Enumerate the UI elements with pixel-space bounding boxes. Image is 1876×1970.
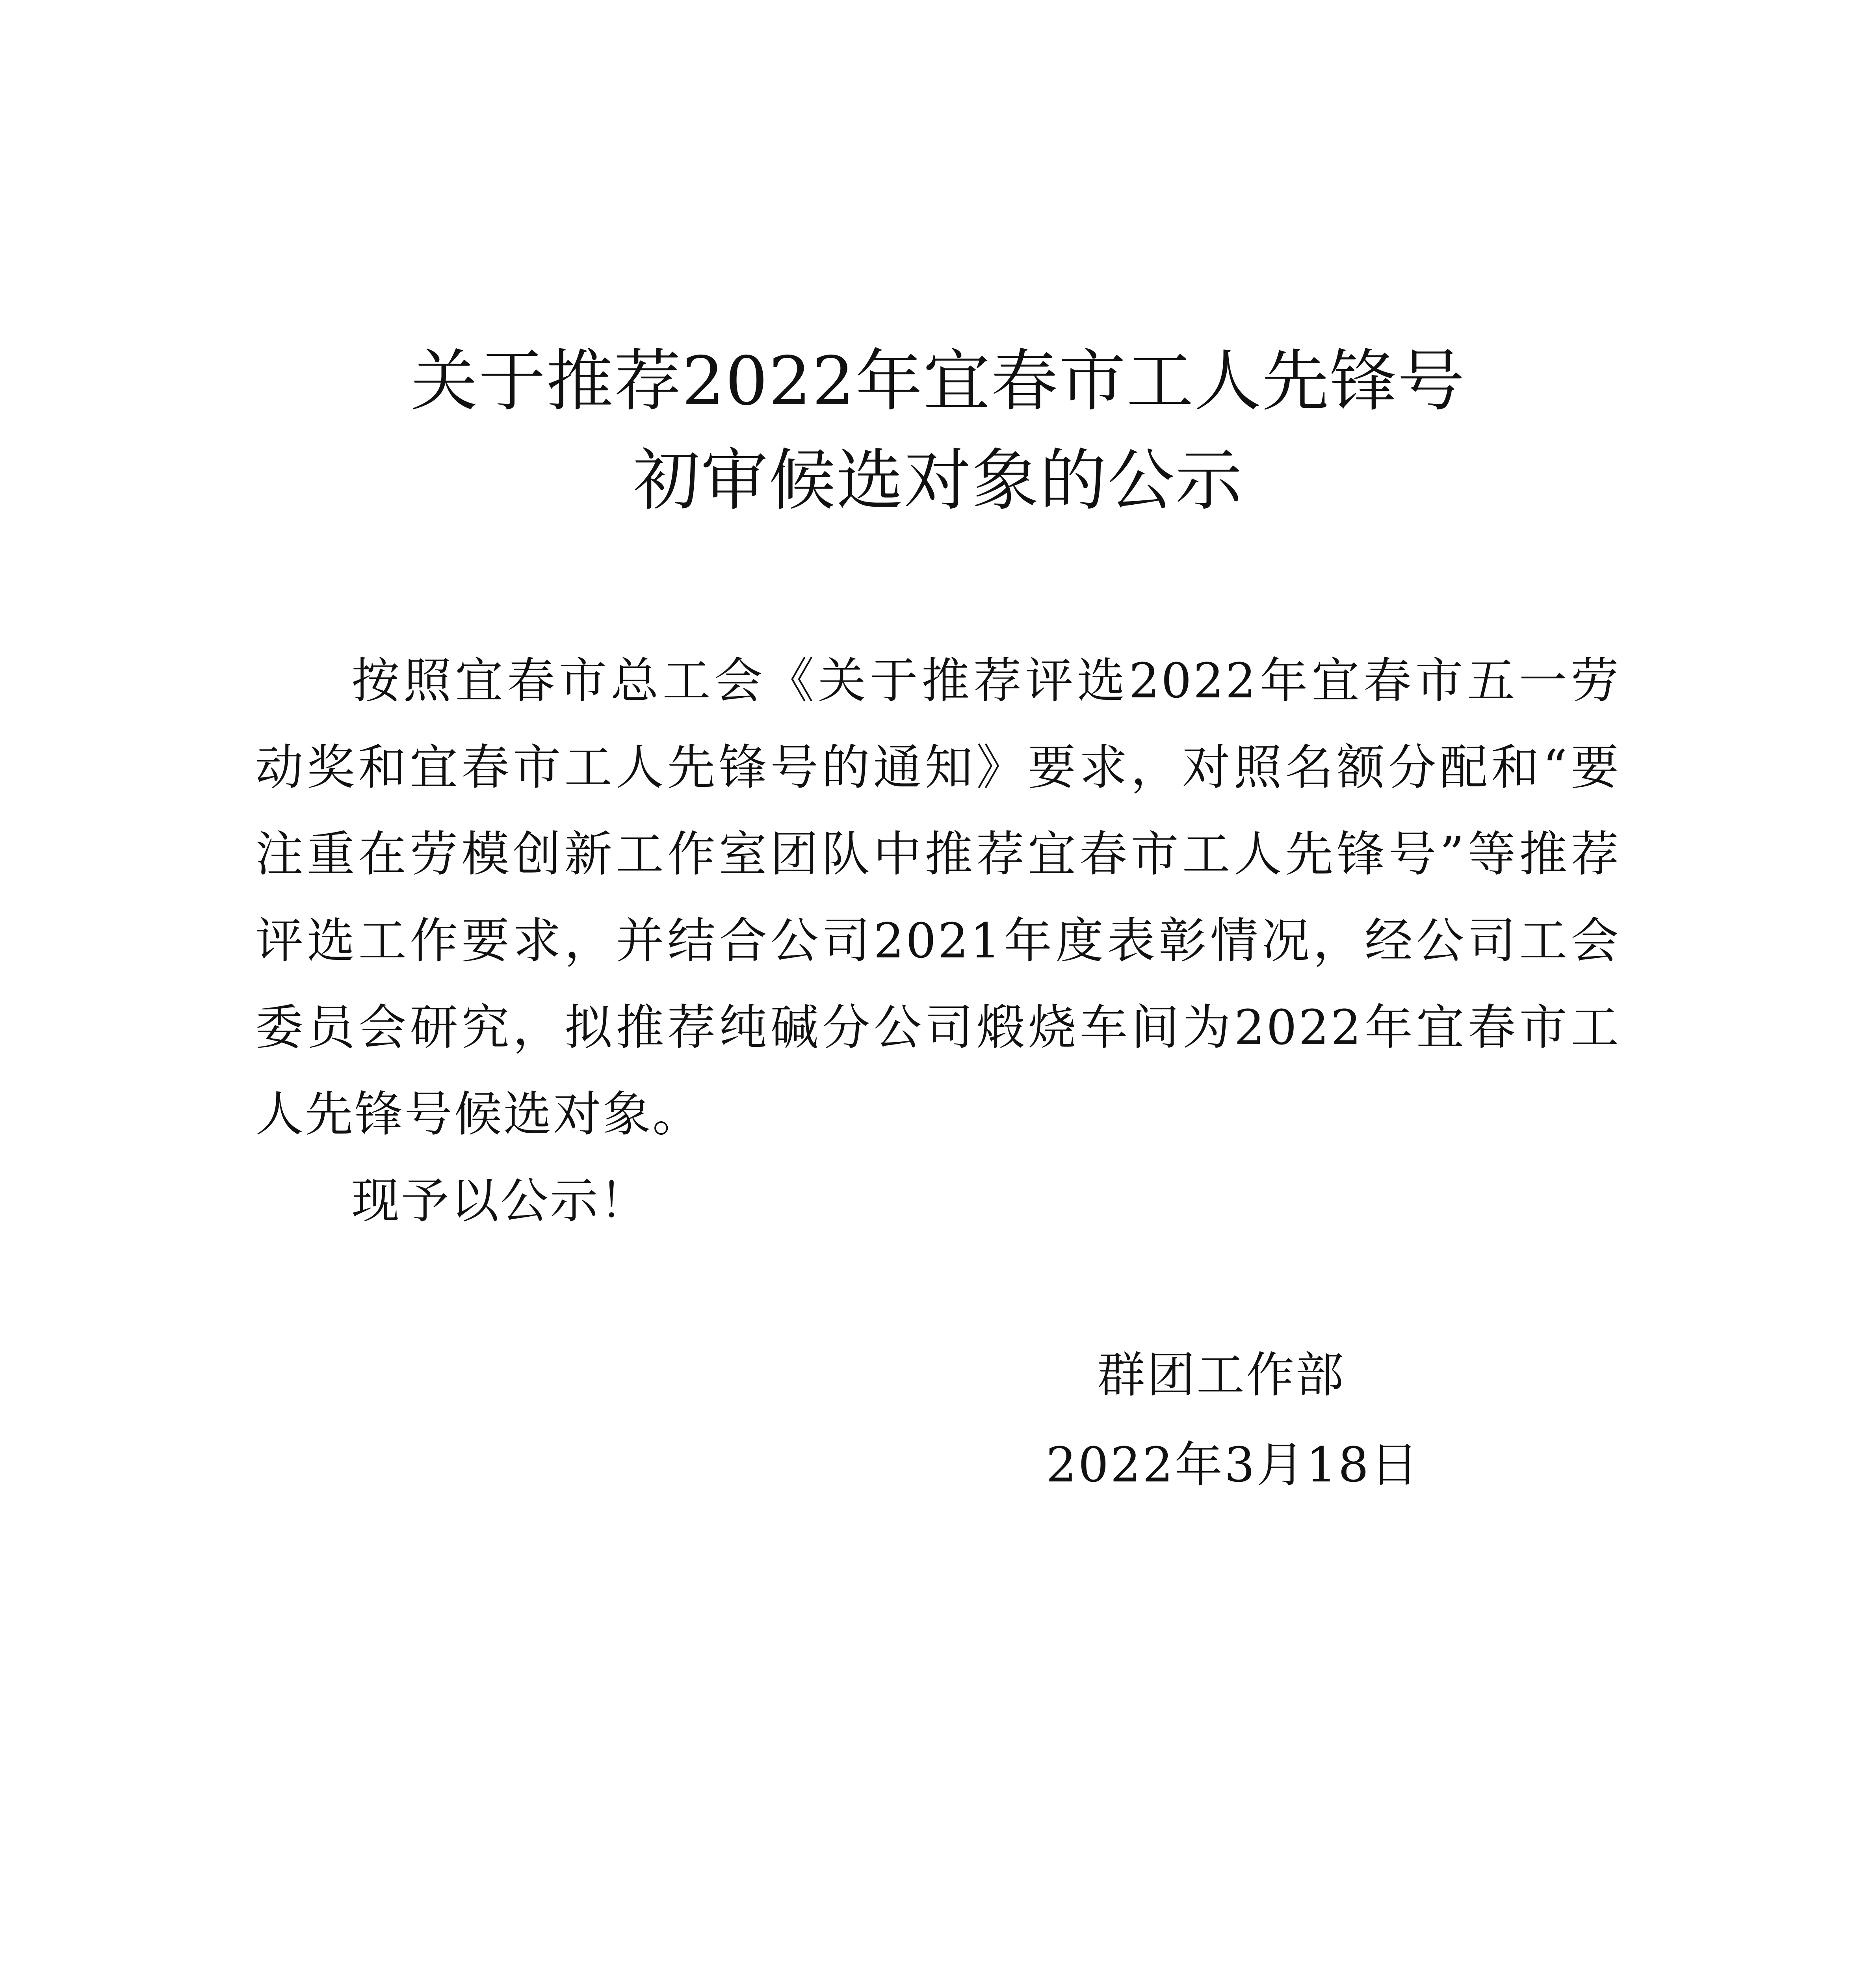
signature-organization: 群团工作部 (1097, 1347, 1345, 1403)
body-paragraph-main: 按照宜春市总工会《关于推荐评选2022年宜春市五一劳动奖和宜春市工人先锋号的通知》要求，对照名额分配和“要注重在劳模创新工作室团队中推荐宜春市工人先锋号”等推荐评选工作要求，并结合公司2021年度表彰情况，经公司工会委员会研究，拟推荐纯碱分公司煅烧车间为2022年宜春市工人先锋号候选对象。 (255, 653, 1620, 1142)
document-title-line-1: 关于推荐2022年宜春市工人先锋号 (410, 342, 1466, 420)
signature-date: 2022年3月18日 (1046, 1437, 1420, 1493)
document-title-line-2: 初审候选对象的公示 (633, 442, 1243, 520)
body-paragraph-announcement: 现予以公示！ (351, 1173, 649, 1229)
